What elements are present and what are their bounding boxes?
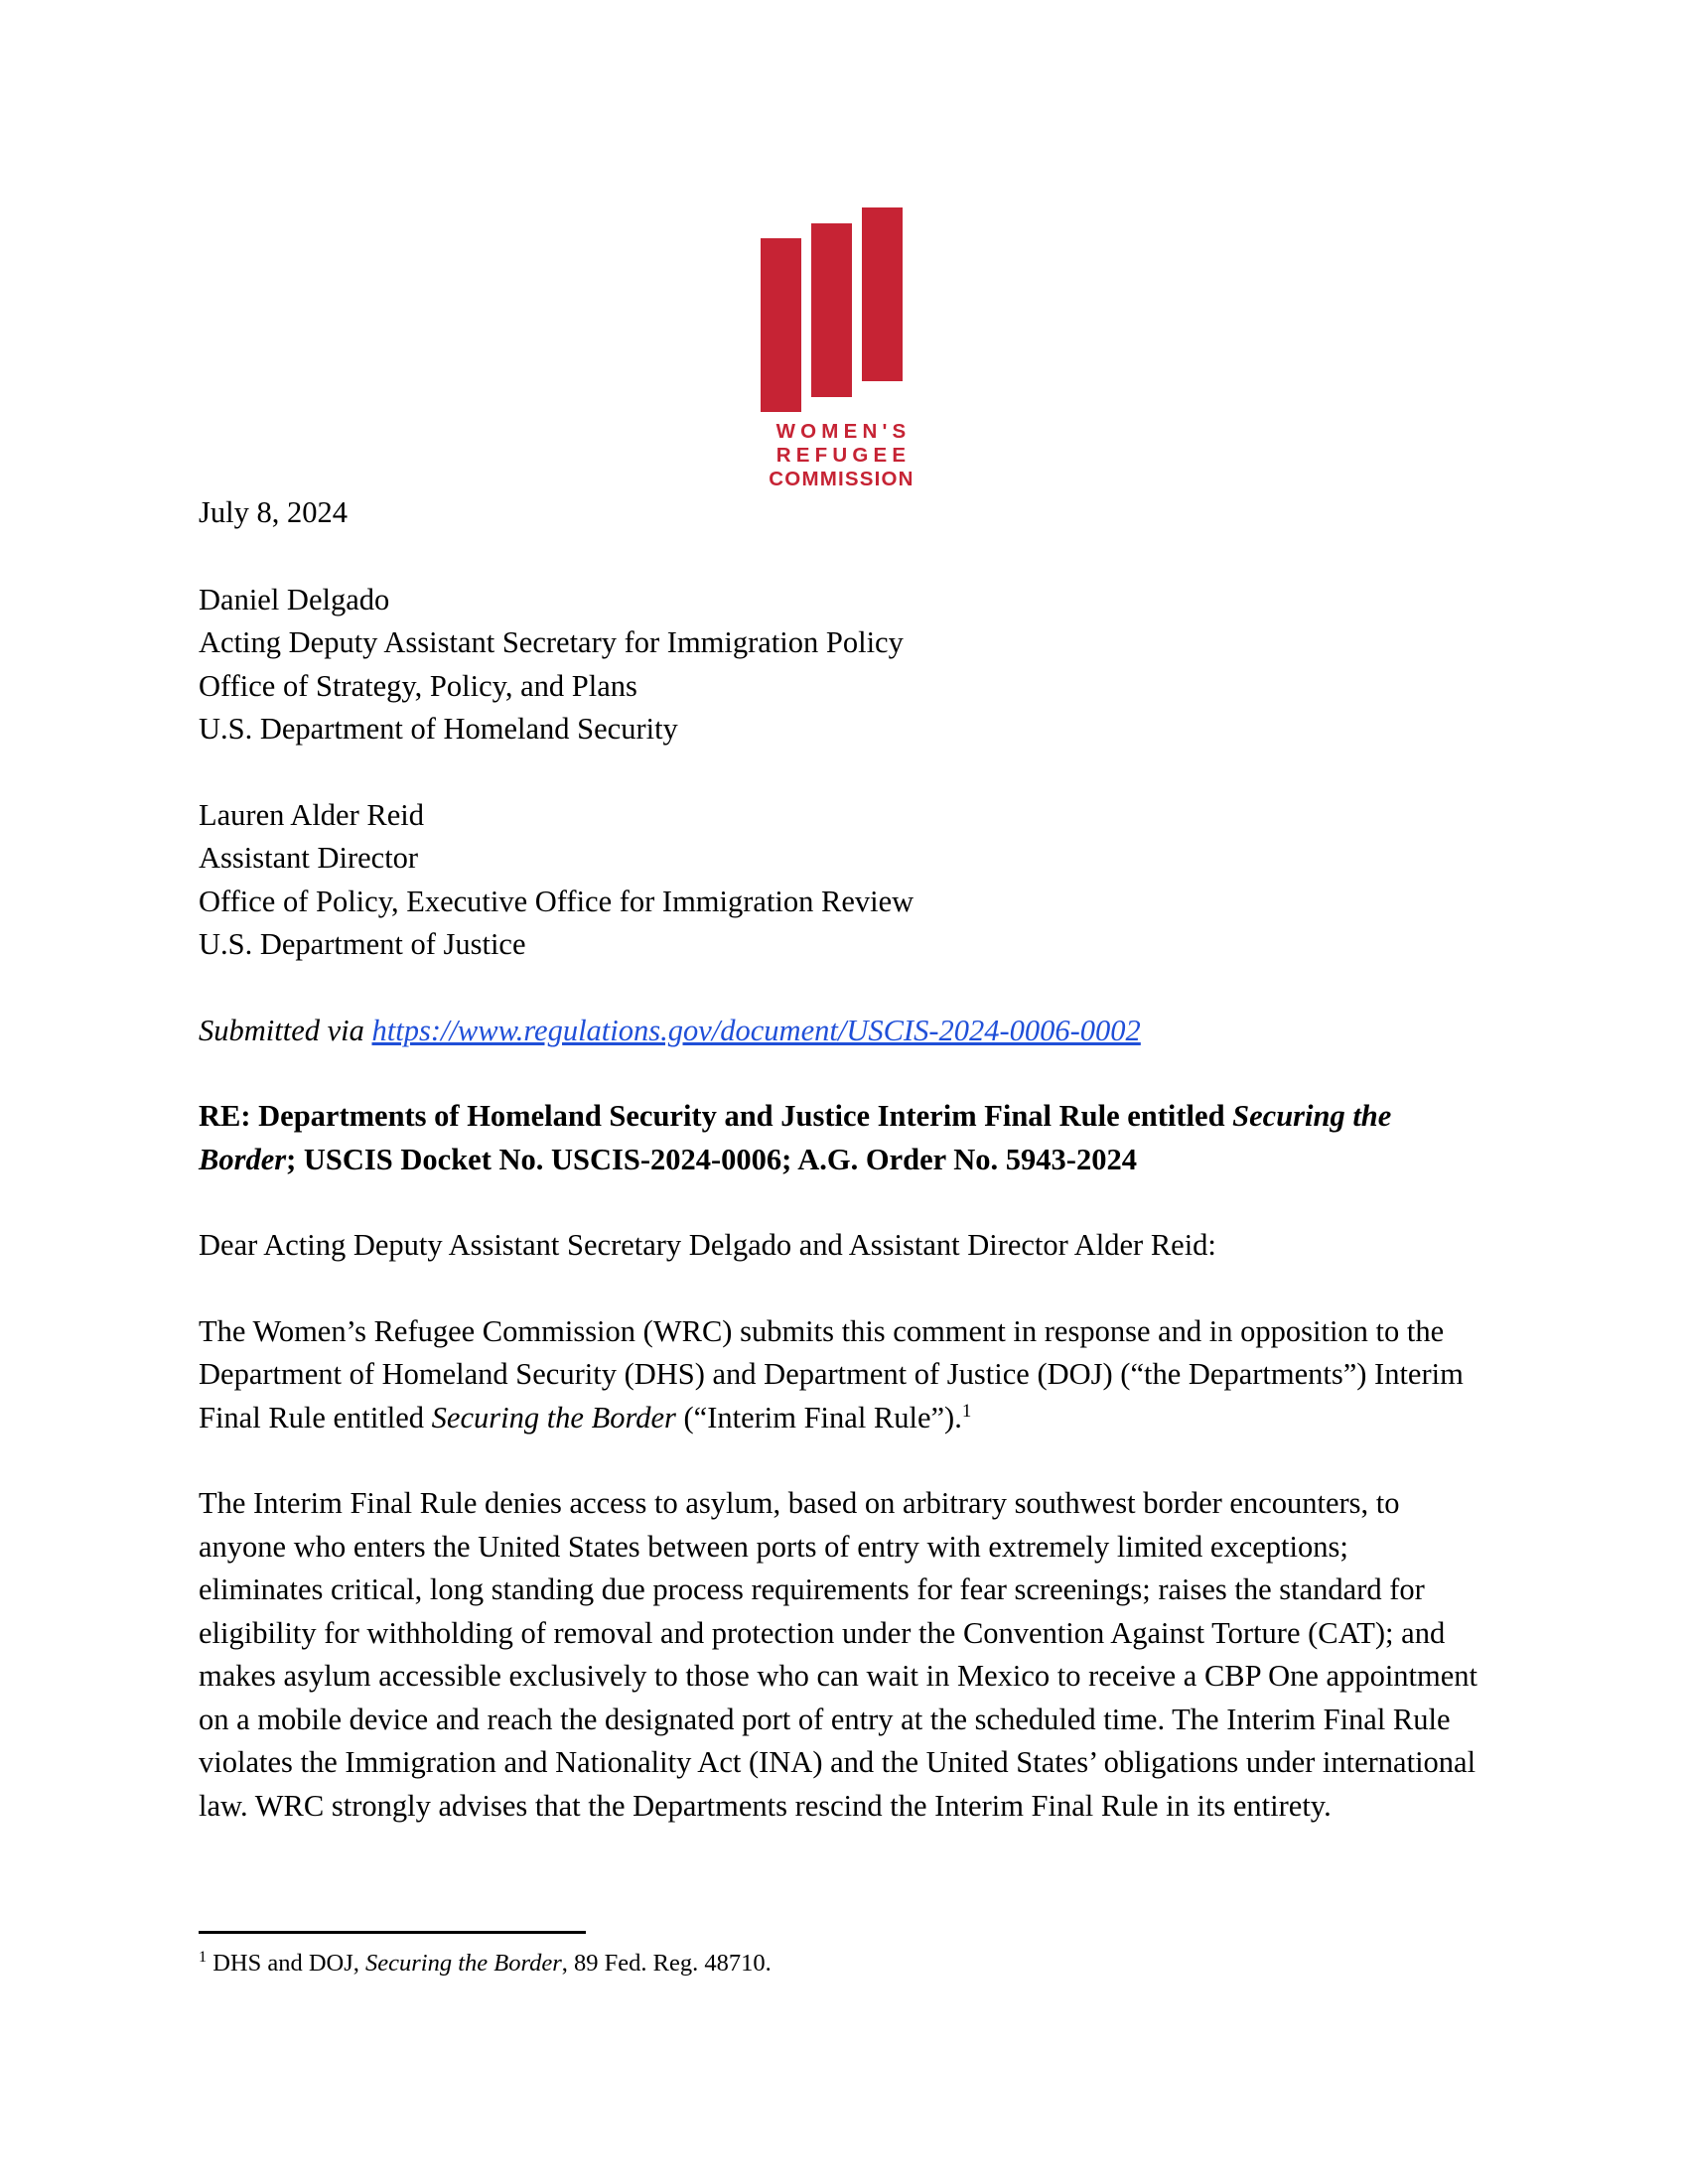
footnote-1-part-2: , 89 Fed. Reg. 48710.: [561, 1950, 772, 1977]
subject-line: [199, 1095, 1479, 1181]
footnote-1-marker: 1: [199, 1948, 208, 1966]
logo-bar-2: [811, 223, 852, 397]
organization-logo: [0, 204, 1688, 491]
footnote-separator-rule: [199, 1931, 586, 1934]
logo-wordmark-line-3: COMMISSION: [769, 468, 914, 490]
logo-wordmark-line-1: WOMEN'S: [775, 420, 912, 443]
letter-date: July 8, 2024: [199, 495, 348, 529]
footnote-1: [199, 1948, 1479, 1979]
recipient-2-office: Office of Policy, Executive Office for Immigration Review: [199, 884, 914, 918]
footnote-1-part-1: DHS and DOJ,: [207, 1950, 366, 1977]
logo-bar-1: [761, 238, 801, 412]
logo-wordmark-line-2: REFUGEE: [775, 444, 912, 467]
recipient-block-2: [199, 794, 1479, 967]
logo-bar-3: [862, 207, 903, 381]
submitted-via-label: Submitted via: [199, 1013, 372, 1047]
subject-text-part-2: ; USCIS Docket No. USCIS-2024-0006; A.G. Order No. 5943-2024: [286, 1142, 1137, 1176]
recipient-2-agency: U.S. Department of Justice: [199, 927, 526, 961]
recipient-2-name: Lauren Alder Reid: [199, 797, 424, 832]
footnote-area: [199, 1931, 1479, 1979]
footnote-reference-1[interactable]: 1: [961, 1400, 972, 1422]
subject-rule-title: Securing the Border: [199, 1099, 1392, 1176]
submitted-via-line: [199, 1010, 1479, 1053]
three-bar-logo-mark-icon: [757, 204, 931, 412]
letter-body: [199, 491, 1479, 1828]
salutation: Dear Acting Deputy Assistant Secretary Delgado and Assistant Director Alder Reid:: [199, 1228, 1216, 1262]
recipient-1-name: Daniel Delgado: [199, 582, 390, 616]
recipient-block-1: [199, 579, 1479, 751]
recipient-1-agency: U.S. Department of Homeland Security: [199, 712, 678, 746]
paragraph-1-part-2: (“Interim Final Rule”).: [675, 1400, 962, 1434]
paragraph-1: [199, 1310, 1479, 1440]
paragraph-2: The Interim Final Rule denies access to asylum, based on arbitrary southwest border encounters, to anyone who enters the United States between ports of entry with extremely limited exceptions; eliminates critical, long standing due process requirements for fear screenings; raises the standard for eligibility for withholding of removal and protection under the Convention Against Torture (CAT); and makes asylum accessible exclusively to those who can wait in Mexico to receive a CBP One appointment on a mobile device and reach the designated port of entry at the scheduled time. The Interim Final Rule violates the Immigration and Nationality Act (INA) and the United States’ obligations under international law. WRC strongly advises that the Departments rescind the Interim Final Rule in its entirety.: [199, 1486, 1477, 1823]
recipient-1-title: Acting Deputy Assistant Secretary for Immigration Policy: [199, 625, 904, 659]
recipient-1-office: Office of Strategy, Policy, and Plans: [199, 668, 637, 703]
paragraph-1-rule-title: Securing the Border: [431, 1400, 676, 1434]
paragraph-1-part-1: The Women’s Refugee Commission (WRC) submits this comment in response and in opposition to the Department of Homeland Security (DHS) and Department of Justice (DOJ) (“the Departments”) Interim Final Rule entitled: [199, 1313, 1464, 1434]
recipient-2-title: Assistant Director: [199, 841, 419, 875]
footnote-1-rule-title: Securing the Border: [365, 1950, 562, 1977]
subject-text-part-1: RE: Departments of Homeland Security and Justice Interim Final Rule entitled: [199, 1099, 1233, 1133]
logo-wordmark: [757, 420, 925, 491]
regulations-gov-link[interactable]: https://www.regulations.gov/document/USCIS-2024-0006-0002: [371, 1013, 1141, 1047]
